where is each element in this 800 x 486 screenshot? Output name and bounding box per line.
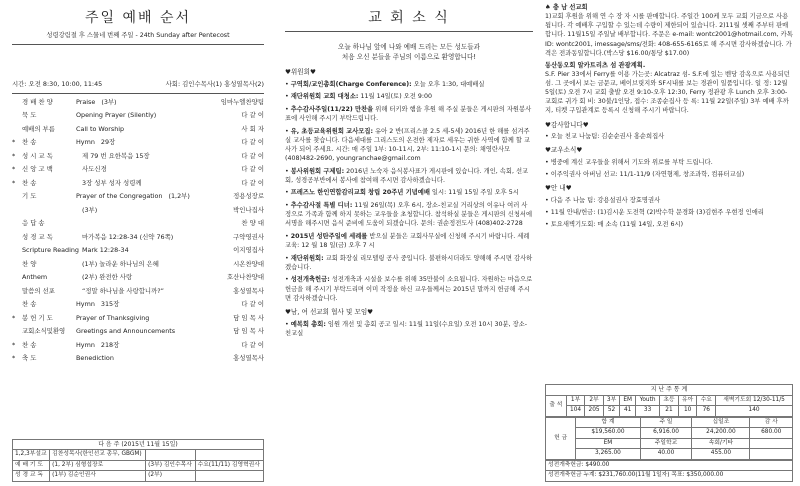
order-leader: 정용성장로 (233, 192, 264, 201)
offering-table (545, 417, 793, 460)
news-column (285, 0, 533, 486)
news-item: • 유, 초등교육위원회 교사모집: 유아 2 반(프리스쿨 2.5 세-5세) 2016년 한 해를 섬겨주실 교사를 찾습니다. 다음세대를 그리스도의 온전한 제자로 세우는 귀한 사역에 함께 할 교사가 되어 주세요. 시간: 매 주일 1부: 10-11시, 2부: 11:10-1시 문의: 채영란사모 (408)482-2690, youngranchae@gmail.com (285, 127, 531, 163)
guide-item: • 11월 안내/헌금: (1)김시운 도전혁 (2)박수학 문경화 (3)김현주 우현정 인애리 (545, 208, 764, 216)
order-name: 응 답 송 (22, 219, 45, 228)
news-item: • 프레즈노 한인연합감리교회 창립 20주년 기념예배 일시: 11월 15일 주일 오후 5시 (285, 189, 519, 197)
order-note: (3부) (82, 205, 98, 214)
order-leader: 다 같 이 (241, 178, 264, 187)
order-name: 예배의 부름 (22, 124, 55, 133)
offering-head: 감 사 (750, 417, 793, 428)
order-row (12, 206, 264, 220)
order-content (76, 341, 241, 349)
attendance-value: 104 (566, 406, 585, 417)
news-item-title: 봉사위원회 구제팀: (290, 167, 345, 175)
order-name: 기 도 (22, 192, 37, 201)
order-name: 신 앙 고 백 (22, 165, 53, 174)
mission-item-body: 1)교회 후원을 위해 연 수 장 자 시를 판매합니다. 주일간 100케 모두 교회 기금으로 사용됩니다. 각 예배후 구입할 수 있는데 수량이 제한되어 있습니다. 2)11월 셋째 주부터 판매합니다. 11월15일 주일날 배부합니다. 주문은 e-mail: wontc2001@hotmail.com, 카톡 ID: wontc2001, imessage/sms/전화: 408-655-6165로 해 주시면 감사하겠습니다. 가격은 전과동일합니다.(박스당 $16.00/통당 $17.00) (545, 13, 793, 57)
order-note: 315장 (100, 300, 120, 309)
order-name: 말씀의 선포 (22, 286, 55, 295)
service-officiant: 사회: 김인수목사(1) 홍성열목사(2) (165, 80, 264, 89)
divider (285, 31, 533, 32)
guide-heading: ♥안 내♥ (545, 184, 572, 192)
order-row (12, 192, 264, 206)
offering-head-row (546, 417, 793, 428)
order-english: Benediction (76, 354, 114, 363)
welcome-line: 오늘 하나님 앞에 나와 예배 드리는 모든 성도들과 (337, 43, 481, 52)
order-leader: 다 같 이 (241, 165, 264, 174)
offering-value: 680.00 (750, 428, 793, 439)
order-content (76, 260, 233, 268)
mission-item-title: 동산동오회 알카트리츠 섬 관광계획. (545, 61, 646, 69)
order-row (12, 314, 264, 328)
order-name: Scripture Reading (22, 246, 79, 255)
next-week-cell (195, 450, 263, 461)
order-name: 성 경 교 독 (22, 232, 53, 241)
order-name: 봉 헌 기 도 (22, 313, 53, 322)
attendance-head: 새벽기도회 12/30-11/5 (716, 395, 793, 406)
news-item-body: 받으실 분들은 교회사무실에 신청해 주시기 바랍니다. 세례교육: 12 월 18 일(금) 오후 7 시 (285, 232, 530, 250)
next-week-row (13, 450, 264, 461)
prayer-heading: ♥교우소식♥ (545, 146, 583, 155)
divider (12, 93, 264, 94)
order-mark: * (12, 138, 16, 147)
news-item: • 재단위원회: 교회 화장실 리모델링 공사 중입니다. 불편하시더라도 양해해 주시면 감사하겠습니다. (285, 254, 533, 271)
order-row (12, 246, 264, 260)
attendance-value: 21 (660, 406, 679, 417)
guide-list (545, 196, 793, 229)
order-leader: 홍성열목사 (233, 286, 264, 295)
order-leader: 다 같 이 (241, 111, 264, 120)
news-item: • 성전개축헌금: 성전개축과 시설을 보수를 위해 35만불이 소요됩니다. 자원하는 마음으로 헌금을 해 주시기 부탁드리며 이미 작정을 하신 교우들께서는 2015년 말까지 헌금해 주시면 감사하겠습니다. (285, 276, 533, 302)
service-time: 시간: 오전 8:30, 10:00, 11:45 (12, 80, 103, 89)
order-row (12, 341, 264, 355)
attendance-label: 출 석 (546, 395, 567, 416)
service-info (12, 80, 264, 88)
divider (12, 44, 264, 45)
order-note: Mark 12:28-34 (82, 246, 129, 255)
order-row (12, 165, 264, 179)
order-english: Hymn (76, 138, 95, 147)
next-week-cell: 수요(11/11) 김영혁권사 (195, 460, 263, 471)
news-item: • 예복회 총회: 임원 개선 및 총회 공고 일시: 11월 11일(수요일) 오전 10시 30분, 장소-친교실 (285, 320, 528, 337)
news-item-title: 재단위원회: (290, 254, 324, 262)
news-item: • 추수감사절 특별 디너: 11월 26일(목) 오후 6시, 장소-친교실 거리상의 이유나 여러 사정으로 가족과 함께 하지 못하는 교우들을 초청합니다. 참석하실 분들은 게시판의 신청서에 서명을 해주시면 음식 준비에 도움이 되겠습니다. 문의: 권순정전도사 (408)402-2728 (285, 202, 533, 228)
guide-item: • 토요새벽기도회: 매 소속 (11월 14일, 오전 6시) (545, 220, 684, 228)
offering-value: 24,200.00 (692, 428, 750, 439)
order-leader: 찬 양 대 (241, 219, 264, 228)
order-row (12, 152, 264, 166)
order-leader: 구약영권사 (233, 232, 264, 241)
order-english: Prayer of the Congregation (76, 192, 163, 201)
thanks-heading: ♥감사합니다♥ (545, 120, 589, 129)
stats-box (545, 384, 793, 482)
order-leader: 다 같 이 (241, 151, 264, 160)
next-week-cell: 예 배 기 도 (13, 460, 50, 471)
order-mark: * (12, 354, 16, 363)
order-note: (2부) 완전한 사랑 (82, 273, 133, 282)
order-note: “정말 하나님을 사랑합니까?” (82, 286, 164, 295)
next-week-cell: (2부) (146, 471, 195, 482)
order-leader: 홍성열목사 (233, 354, 264, 363)
order-content (76, 179, 241, 187)
attendance-value: 140 (716, 406, 793, 417)
section-mission-heading: ♥남, 여 선교회 협사 및 모임♥ (285, 307, 374, 316)
worship-title: 주일 예배 순서 (84, 10, 192, 26)
offering-head: 십일조 (692, 417, 750, 428)
guide-item: • 다음 주 나눔 팀: 강용설권사 장효명권사 (545, 196, 661, 204)
offering-head: 속회/기타 (692, 438, 750, 449)
next-week-row (13, 471, 264, 482)
fund-table (545, 460, 793, 482)
order-name: 성 시 교 독 (22, 151, 53, 160)
order-content (76, 327, 233, 335)
next-week-cell: (1부) 김순인권사 (50, 471, 146, 482)
worship-column (12, 0, 264, 486)
order-content (76, 125, 241, 133)
order-name: 찬 송 (22, 300, 37, 309)
order-content (76, 354, 233, 362)
order-name: 찬 양 (22, 259, 37, 268)
order-english: Hymn (76, 340, 95, 349)
order-name: 축 도 (22, 354, 37, 363)
order-note: 사도신경 (82, 165, 107, 174)
news-item-title: 예복회 총회: (290, 320, 326, 328)
order-row (12, 260, 264, 274)
order-english: Greetings and Announcements (76, 327, 176, 336)
news-item-body: 임원 개선 및 총회 공고 일시: 11월 11일(수요일) 오전 10시 30분, 장소-친교실 (285, 320, 528, 337)
order-content (76, 233, 233, 241)
attendance-head: 수요 (697, 395, 716, 406)
attendance-value: 52 (603, 406, 619, 417)
attendance-value: 41 (620, 406, 636, 417)
welcome-message (285, 42, 533, 62)
pray-item: • 병중에 계신 교우들을 위해서 기도와 위로를 부탁 드립니다. (545, 158, 713, 166)
order-content (76, 98, 221, 106)
news-item: • 추수감사주일(11/22) 만찬을 위해 터키와 햄을 후원 해 주실 분들은 게시판의 자원봉사 표에 사인해 주시기 부탁드립니다. (285, 105, 532, 123)
attendance-value: 10 (678, 406, 697, 417)
order-mark: * (12, 313, 16, 322)
order-english: Hymn (76, 300, 95, 309)
news-item: • 2015년 성탄주일에 세례를 받으실 분들은 교회사무실에 신청해 주시기 바랍니다. 세례교육: 12 월 18 일(금) 오후 7 시 (285, 232, 530, 250)
news-item-title: 성전개축헌금: (290, 276, 330, 284)
news-item-title: 프레즈노 한인연합감리교회 창립 20주년 기념예배 (290, 189, 430, 197)
order-note: (1부) 놀라운 하나님의 은혜 (82, 259, 159, 268)
attendance-table (545, 395, 793, 417)
order-content (76, 287, 233, 295)
order-name: 찬 송 (22, 138, 37, 147)
thanks-text: • 오늘 친교 나눔팀: 김순순권사 홍순희집사 (545, 133, 665, 141)
news-item-body: 2016년 노숙자 음식봉사표가 게시판에 있습니다. 개인, 속회, 선교회, 성경공부반에서 봉사에 참여해 주시면 감사하겠습니다. (285, 167, 529, 184)
attendance-head-row (546, 395, 793, 406)
order-content (76, 165, 241, 173)
order-name: 교회소식및환영 (22, 327, 66, 336)
mission-item (545, 3, 793, 58)
right-column (545, 0, 793, 486)
order-note: 마가복음 12:28-34 (신약 76쪽) (82, 232, 174, 241)
attendance-value: 205 (585, 406, 604, 417)
news-item-body: 일시: 11월 15일 주일 오후 5시 (431, 189, 519, 197)
offering-value: 6,916.00 (640, 428, 692, 439)
news-item-title: 재단위원회 교회 대청소: (290, 93, 359, 101)
order-note: 제 79 번 요한복음 15장 (82, 151, 150, 160)
order-english: Opening Prayer (Silently) (76, 111, 157, 120)
fund-amount: 성전개축헌금: $490.00 (546, 460, 793, 471)
news-item-title: 유, 초등교육위원회 교사모집: (290, 127, 374, 135)
news-item-title: 추수감사주일(11/22) 만찬을 (290, 105, 374, 113)
offering-head: 합 계 (576, 417, 640, 428)
section-committee-heading: ♥위원회♥ (285, 67, 316, 76)
order-row (12, 219, 264, 233)
news-item: • 재단위원회 교회 대청소: 11월 14일(토) 오전 9:00 (285, 93, 432, 101)
order-name: 묵 도 (22, 111, 37, 120)
order-row (12, 179, 264, 193)
news-item-body: 교회 화장실 리모델링 공사 중입니다. 불편하시더라도 양해해 주시면 감사하겠습니다. (285, 254, 533, 271)
offering-value: $19,560.00 (576, 428, 640, 439)
order-name: 경 배 찬 양 (22, 97, 53, 106)
order-leader: 담 임 목 사 (233, 327, 264, 336)
news-item-body: 11월 26일(목) 오후 6시, 장소-친교실 거리상의 이유나 여러 사정으로 가족과 함께 하지 못하는 교우들을 초청합니다. 참석하실 분들은 게시판의 신청서에 서명을 해주시면 음식 준비에 도움이 되겠습니다. 문의: 권순정전도사 (408)402-2728 (285, 202, 533, 228)
order-name: Anthem (22, 273, 48, 282)
order-content (76, 273, 227, 281)
order-row (12, 125, 264, 139)
order-leader: 이지영집사 (233, 246, 264, 255)
news-item-title: 2015년 성탄주일에 세례를 (290, 232, 368, 240)
attendance-head: 2부 (585, 395, 604, 406)
order-note: (1,2부) (168, 192, 190, 201)
attendance-head: 1부 (566, 395, 585, 406)
order-english: Call to Worship (76, 124, 125, 133)
attendance-head: 유아 (678, 395, 697, 406)
order-leader: 담 임 목 사 (233, 313, 264, 322)
order-content (76, 192, 233, 200)
offering-head: 주 일 (640, 417, 692, 428)
order-note: (3부) (101, 97, 117, 106)
order-mark: * (12, 151, 16, 160)
mission-item-title: ♠ 충 남 선교회 (545, 4, 588, 11)
order-row (12, 273, 264, 287)
news-title: 교 회 소 식 (368, 10, 450, 26)
offering-label: 헌 금 (546, 417, 576, 459)
order-leader: 시온찬양대 (233, 259, 264, 268)
attendance-value: 33 (636, 406, 660, 417)
next-week-header: 다 음 주 (2015년 11월 15일) (12, 439, 264, 450)
offering-value: 40.00 (640, 449, 692, 460)
pray-item: • 이주익권사 아버님 선교: 11/1-11/9 (자연형제, 창조과학, 컴퓨터교실) (545, 170, 745, 178)
order-content (76, 138, 241, 146)
next-week-cell: 1,2,3부설교 (13, 450, 50, 461)
attendance-head: EM (620, 395, 636, 406)
next-week-cell: 김찬성목사(한인선교 총무, GBGM) (50, 450, 146, 461)
order-content (76, 219, 241, 227)
order-leader: 다 같 이 (241, 138, 264, 147)
order-row (12, 327, 264, 341)
welcome-line: 처음 오신 분들을 주님의 이름으로 환영합니다! (341, 53, 477, 62)
news-item-body: 오늘 오후 1:30, 대예배실 (413, 80, 485, 88)
order-leader: 호산나찬양대 (226, 273, 264, 282)
attendance-value-row (546, 406, 793, 417)
order-content (76, 314, 233, 322)
order-row (12, 300, 264, 314)
order-list (12, 98, 264, 368)
news-item-body: 성전개축과 시설을 보수를 위해 35만불이 소요됩니다. 자원하는 마음으로 헌금을 해 주시기 부탁드리며 이미 작정을 하신 교우들께서는 2015년 말까지 헌금해 주시면 감사하겠습니다. (285, 276, 533, 302)
news-item-title: 구역회/교인총회(Charge Conference): (290, 80, 412, 88)
next-week-cell: (1, 2부) 심형섭장로 (50, 460, 146, 471)
order-content (76, 152, 241, 160)
order-english: Prayer of Thanksgiving (76, 313, 150, 322)
offering-value-row (546, 449, 793, 460)
mission-news (545, 3, 793, 116)
next-week-cell: 성 경 교 독 (13, 471, 50, 482)
news-item: • 구역회/교인총회(Charge Conference): 오늘 오후 1:30, 대예배실 (285, 80, 485, 88)
order-note: 29장 (100, 138, 116, 147)
order-name: 찬 송 (22, 178, 37, 187)
order-mark: * (12, 178, 16, 187)
order-mark: * (12, 340, 16, 349)
offering-value (750, 449, 793, 460)
order-content (76, 300, 241, 308)
next-week-cell (146, 450, 195, 461)
offering-value: 3,265.00 (576, 449, 640, 460)
order-row (12, 287, 264, 301)
order-name: 찬 송 (22, 340, 37, 349)
order-mark: * (12, 165, 16, 174)
attendance-head: 3부 (603, 395, 619, 406)
offering-value-row (546, 428, 793, 439)
offering-head-row (546, 438, 793, 449)
next-week-cell (195, 471, 263, 482)
offering-value: 455.00 (692, 449, 750, 460)
order-row (12, 138, 264, 152)
order-row (12, 98, 264, 112)
order-leader: 임마누엘찬양팀 (220, 97, 264, 106)
order-leader: 다 같 이 (241, 340, 264, 349)
order-leader: 박인나집사 (233, 205, 264, 214)
order-english: Praise (76, 97, 96, 106)
order-content (76, 246, 233, 254)
attendance-head: 초등 (660, 395, 679, 406)
order-leader: 다 같 이 (241, 300, 264, 309)
mission-item-body: S.F. Pier 33에서 Ferry를 이용 가는곳: Alcatraz 섬- S.F.에 있는 벤당 감옥으로 사용되던 섬. 그 곳에서 보는 금문교, 베이브릿지와 SF시내를 보는 경관이 일품입니다. 일 정: 12월 5일(토) 오전 7시 교회 출발 오전 9:10-오후 12:30, Ferry 정관광 후 Lunch 오후 3:00-교회로 귀가 회 비: 30불/1인당, 접수: 조종순집사 등 록: 11월 22일(주일) 3부 예배 후까지, 티켓 구입관계로 등록시 신청해 주시기 바랍니다. (545, 70, 790, 115)
news-item-body: 위해 터키와 햄을 후원 해 주실 분들은 게시판의 자원봉사 표에 사인해 주시기 부탁드립니다. (285, 105, 532, 123)
attendance-head: Youth (636, 395, 660, 406)
prayer-list (545, 158, 793, 179)
offering-head: EM (576, 438, 640, 449)
order-content (76, 111, 241, 119)
news-item-body: 11월 14일(토) 오전 9:00 (360, 93, 432, 101)
order-note: 218장 (100, 340, 120, 349)
next-week-row (13, 460, 264, 471)
news-item-body: 유아 2 반(프리스쿨 2.5 세-5세) 2016년 한 해를 섬겨주실 교사를 찾습니다. 다음세대를 그리스도의 온전한 제자로 세우는 귀한 사역에 함께 할 교사가 되어 주세요. 시간: 매 주일 1부: 10-11시, 2부: 11:10-1시 문의: 채영란사모 (408)482-2690, youngranchae@gmail.com (285, 127, 531, 163)
offering-head (750, 438, 793, 449)
fund-total: 성전개축헌금 누계: $231,760.00(11월 1일자) 목표: $350,000.00 (546, 471, 793, 482)
worship-subtitle: 성령강림절 후 스물네 번째 주일 - 24th Sunday after Pentecost (46, 32, 230, 40)
order-row (12, 111, 264, 125)
order-row (12, 354, 264, 368)
order-content (76, 206, 233, 214)
mission-items (285, 320, 533, 338)
stats-header: 지 난 주 통 계 (545, 384, 793, 395)
order-note: 3장 성부 성자 성령께 (82, 178, 142, 187)
news-items (285, 80, 533, 303)
offering-head: 주일학교 (640, 438, 692, 449)
attendance-value: 76 (697, 406, 716, 417)
next-week-table (12, 449, 264, 482)
news-item-title: 추수감사절 특별 디너: (290, 202, 353, 210)
mission-item (545, 61, 793, 116)
next-week-cell: (3부) 김인수목사 (146, 460, 195, 471)
order-leader: 사 회 자 (241, 124, 264, 133)
next-week-box (12, 439, 264, 482)
order-row (12, 233, 264, 247)
news-item: • 봉사위원회 구제팀: 2016년 노숙자 음식봉사표가 게시판에 있습니다. 개인, 속회, 선교회, 성경공부반에서 봉사에 참여해 주시면 감사하겠습니다. (285, 167, 529, 184)
